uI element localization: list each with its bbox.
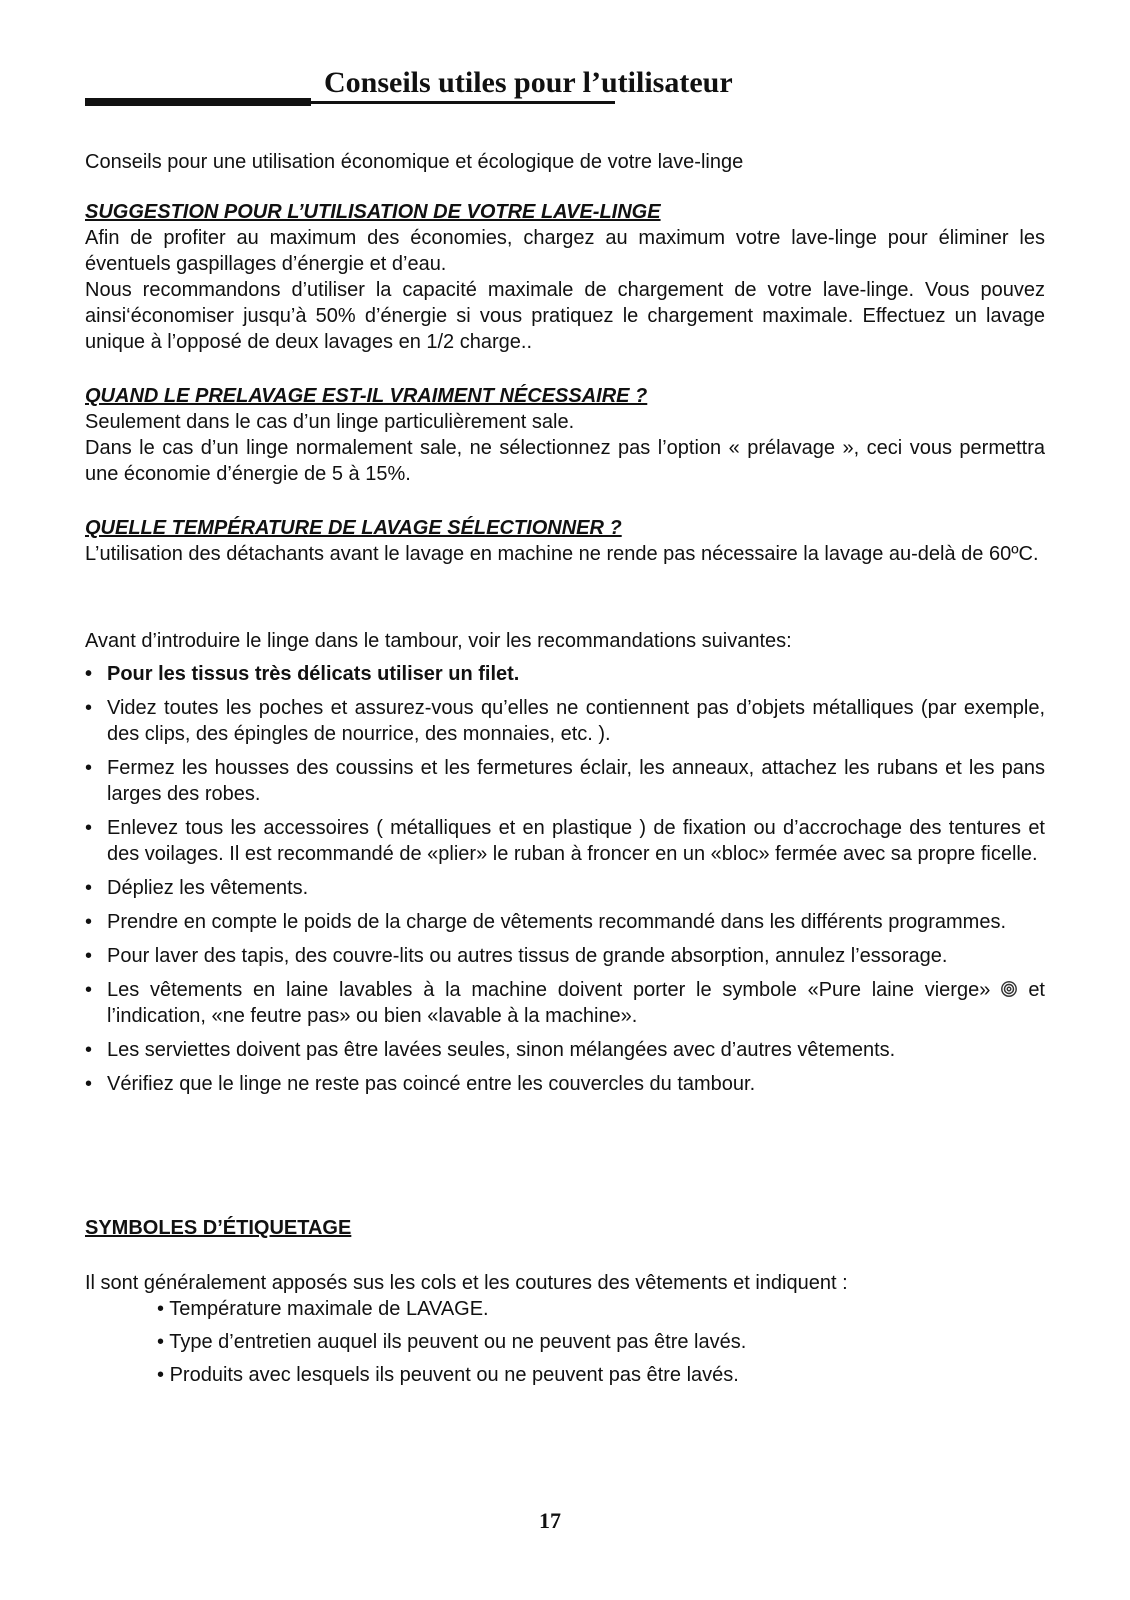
recommendations-list	[85, 661, 1045, 1105]
section-paragraph: Dans le cas d’un linge normalement sale, ne sélectionnez pas l’option « prélavage », ceci vous permettra une économie d’énergie de 5 à 15%.	[85, 437, 1045, 485]
list-item: • Vérifiez que le linge ne reste pas coincé entre les couvercles du tambour.	[85, 1073, 756, 1095]
symbols-heading: SYMBOLES D’ÉTIQUETAGE	[85, 1217, 352, 1239]
section-paragraph: Nous recommandons d’utiliser la capacité maximale de chargement de votre lave-linge. Vous pouvez ainsi‘économiser jusqu’à 50% d’énergie si vous pratiquez le chargement maximale. Effectuez un lavage unique à l’opposé de deux lavages en 1/2 charge..	[85, 279, 1045, 353]
list-item: • Fermez les housses des coussins et les fermetures éclair, les anneaux, attachez les rubans et les pans larges des robes.	[85, 757, 1045, 805]
bullet: •	[85, 911, 93, 933]
section-prewash	[85, 383, 1045, 487]
section-temperature	[85, 515, 1045, 567]
section-paragraph: L’utilisation des détachants avant le lavage en machine ne rende pas nécessaire la lavage au-delà de 60ºC.	[85, 543, 1039, 565]
list-item: • Produits avec lesquels ils peuvent ou ne peuvent pas être lavés.	[157, 1364, 739, 1386]
page-number: 17	[539, 1508, 561, 1533]
symbols-intro: Il sont généralement apposés sus les cols et les coutures des vêtements et indiquent :	[85, 1272, 848, 1294]
list-item: • Type d’entretien auquel ils peuvent ou ne peuvent pas être lavés.	[157, 1331, 747, 1353]
bullet: •	[157, 1331, 165, 1353]
bullet: •	[85, 1073, 93, 1095]
bullet: •	[85, 877, 93, 899]
list-item: • Les serviettes doivent pas être lavées seules, sinon mélangées avec d’autres vêtements.	[85, 1039, 896, 1061]
list-item: • Les vêtements en laine lavables à la machine doivent porter le symbole «Pure laine vierge» et l’indication, «ne feutre pas» ou bien «lavable à la machine».	[85, 979, 1045, 1027]
bullet: •	[85, 945, 93, 967]
list-item: • Pour laver des tapis, des couvre-lits ou autres tissus de grande absorption, annulez l’essorage.	[85, 945, 948, 967]
section-paragraph: Seulement dans le cas d’un linge particulièrement sale.	[85, 411, 575, 433]
title-rule	[85, 101, 615, 104]
list-item: • Enlevez tous les accessoires ( métalliques et en plastique ) de fixation ou d’accrochage des tentures et des voilages. Il est recommandé de «plier» le ruban à froncer en un «bloc» fermée avec sa propre ficelle.	[85, 817, 1045, 865]
section-heading: SUGGESTION POUR L’UTILISATION DE VOTRE LAVE-LINGE	[85, 201, 661, 223]
bullet: •	[157, 1364, 165, 1386]
section-heading: QUELLE TEMPÉRATURE DE LAVAGE SÉLECTIONNER ?	[85, 517, 622, 539]
bullet: •	[85, 757, 93, 779]
section-heading: QUAND LE PRELAVAGE EST-IL VRAIMENT NÉCESSAIRE ?	[85, 385, 648, 407]
section-paragraph: Afin de profiter au maximum des économies, chargez au maximum votre lave-linge pour éliminer les éventuels gaspillages d’énergie et d’eau.	[85, 227, 1045, 275]
bullet: •	[85, 979, 93, 1001]
intro-text: Conseils pour une utilisation économique et écologique de votre lave-linge	[85, 151, 744, 173]
list-item: • Prendre en compte le poids de la charge de vêtements recommandé dans les différents programmes.	[85, 911, 1007, 933]
page-title: Conseils utiles pour l’utilisateur	[324, 66, 733, 99]
list-item: • Videz toutes les poches et assurez-vous qu’elles ne contiennent pas d’objets métalliques (par exemple, des clips, des épingles de nourrice, des monnaies, etc. ).	[85, 697, 1045, 745]
bullet: •	[85, 1039, 93, 1061]
bullet: •	[85, 663, 93, 685]
bullet: •	[85, 817, 93, 839]
recommendations-intro: Avant d’introduire le linge dans le tambour, voir les recommandations suivantes:	[85, 630, 792, 652]
list-item: • Dépliez les vêtements.	[85, 877, 309, 899]
pure-wool-icon	[1000, 980, 1018, 998]
section-load-suggestion	[85, 199, 1045, 355]
symbols-list	[157, 1296, 746, 1395]
page-header	[85, 62, 733, 112]
bullet: •	[85, 697, 93, 719]
list-item: • Pour les tissus très délicats utiliser un filet.	[85, 663, 520, 685]
list-item: • Température maximale de LAVAGE.	[157, 1298, 489, 1320]
bullet: •	[157, 1298, 165, 1320]
